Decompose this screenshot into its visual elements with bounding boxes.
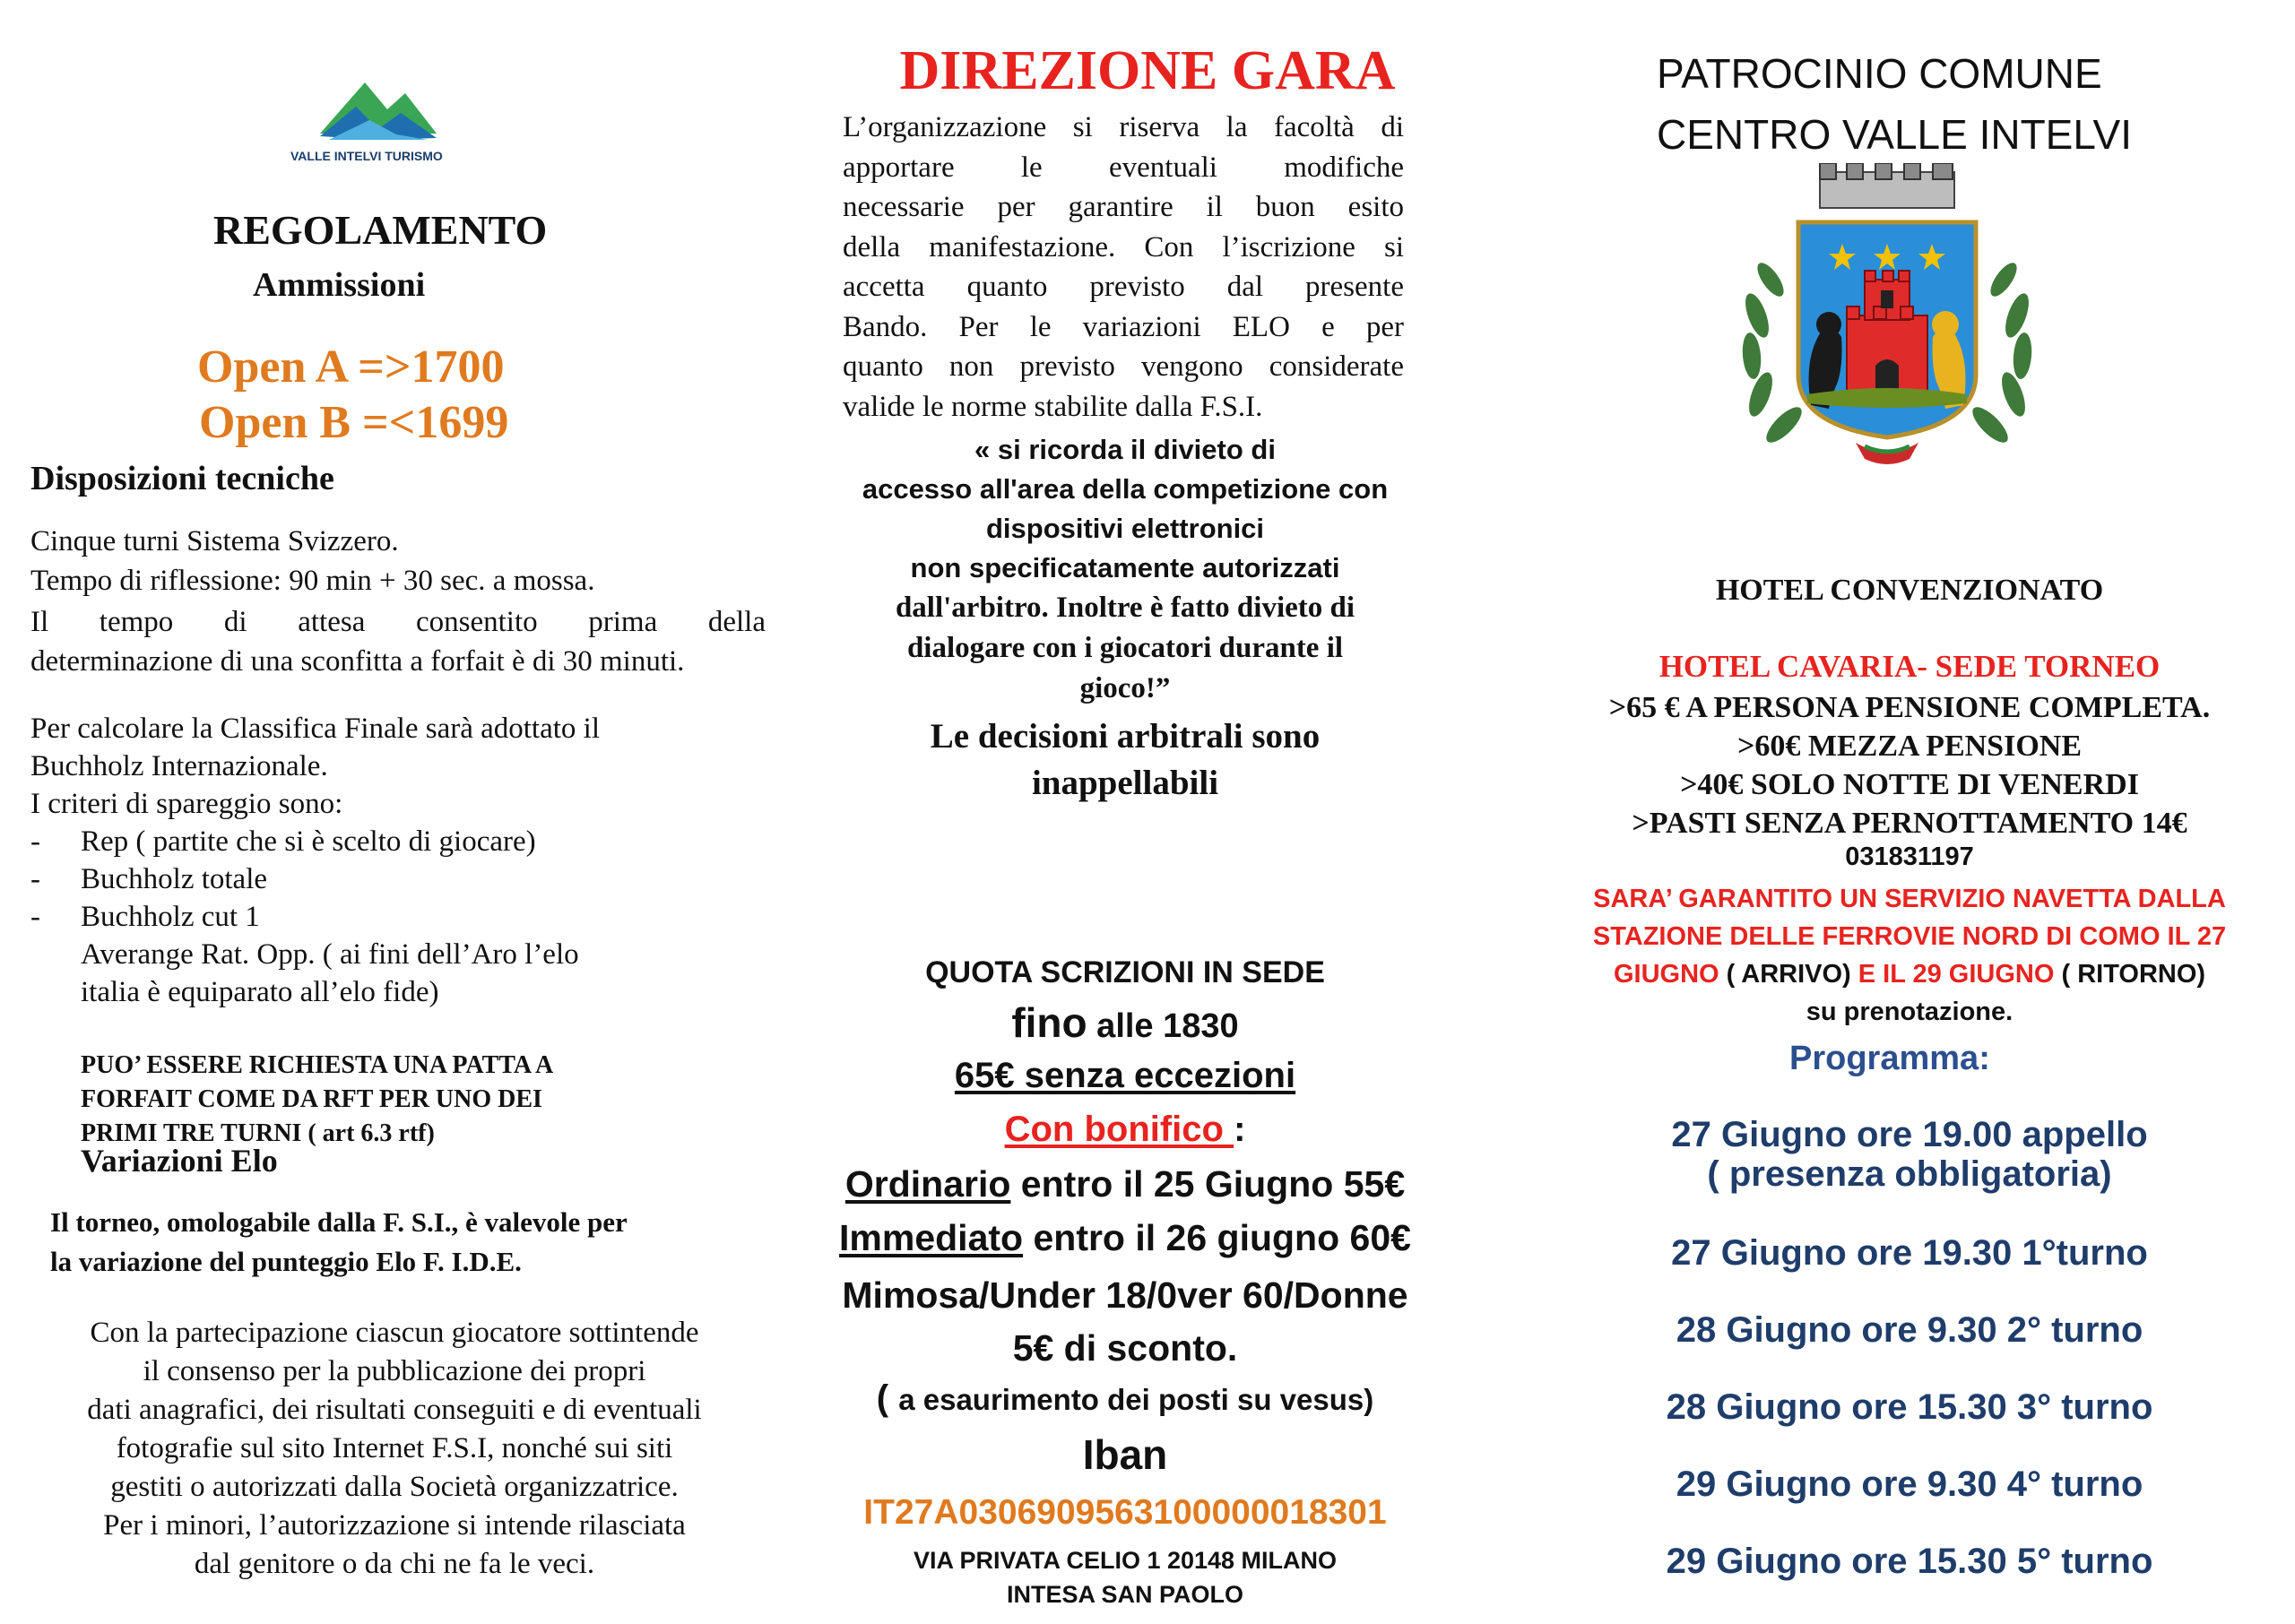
price-line: 65€ senza eccezioni — [954, 1056, 1296, 1095]
privacy-line: fotografie sul sito Internet F.S.I, nonché sui siti — [116, 1432, 673, 1464]
ammissioni-subtitle: Ammissioni — [253, 266, 426, 304]
privacy-line: Con la partecipazione ciascun giocatore sottintende — [90, 1317, 699, 1349]
programma-item-5: 29 Giugno ore 9.30 4° turno — [1676, 1464, 2143, 1504]
disposizioni-line: Tempo di riflessione: 90 min + 30 sec. a mossa. — [30, 565, 595, 597]
ordinario-line: Ordinario entro il 25 Giugno 55€ — [844, 1163, 1406, 1205]
averange-line: italia è equiparato all’elo fide) — [81, 976, 439, 1008]
patta-line: PUO’ ESSERE RICHIESTA UNA PATTA A — [81, 1051, 554, 1079]
coat-of-arms-image — [1721, 163, 2053, 471]
paragraph-line: valide le norme stabilite dalla F.S.I. — [843, 390, 1263, 423]
open-b-label: Open B =<1699 — [199, 397, 509, 448]
fino-line: fino alle 1830 — [1011, 999, 1239, 1046]
sconto-line: Mimosa/Under 18/0ver 60/Donne — [842, 1274, 1408, 1316]
hotel-convenzionato-title: HOTEL CONVENZIONATO — [1715, 574, 2104, 607]
divieto-line: dialogare con i giocatori durante il — [906, 632, 1344, 664]
patta-line: PRIMI TRE TURNI ( art 6.3 rtf) — [81, 1119, 435, 1147]
price-item: >65 € A PERSONA PENSIONE COMPLETA. — [1608, 691, 2211, 724]
classifica-line: Per calcolare la Classifica Finale sarà adottato il — [30, 713, 600, 745]
bonifico-line: Con bonifico : — [1004, 1110, 1246, 1149]
paragraph-line: accetta quanto previsto dal presente — [843, 271, 1404, 303]
regolamento-title: REGOLAMENTO — [213, 207, 548, 253]
privacy-line: il consenso per la pubblicazione dei propri — [143, 1355, 646, 1387]
privacy-line: Per i minori, l’autorizzazione si intende rilasciata — [103, 1509, 686, 1542]
decisioni-arbitrali — [789, 713, 1461, 807]
decisioni-line: inappellabili — [1031, 764, 1219, 802]
classifica-line: Buchholz Internazionale. — [30, 750, 328, 782]
price-item: >40€ SOLO NOTTE DI VENERDI — [1680, 768, 2139, 801]
list-item: - Buchholz totale — [30, 863, 268, 895]
price-item: >PASTI SENZA PERNOTTAMENTO 14€ — [1632, 807, 2187, 840]
criteri-list — [30, 823, 600, 936]
patrocinio-header — [1657, 43, 2132, 165]
patrocinio-line: PATROCINIO COMUNE — [1657, 50, 2102, 97]
divieto-line: dall'arbitro. Inoltre è fatto divieto di — [895, 592, 1355, 624]
valle-intelvi-logo — [280, 66, 468, 174]
navetta-line: GIUGNO ( ARRIVO) E IL 29 GIUGNO ( RITORNO) — [1613, 960, 2206, 989]
averange-line: Averange Rat. Opp. ( ai fini dell’Aro l’elo — [81, 938, 579, 971]
open-a-label: Open A =>1700 — [197, 341, 505, 393]
navetta-line: STAZIONE DELLE FERROVIE NORD DI COMO IL 27 — [1592, 922, 2227, 951]
bank-address: VIA PRIVATA CELIO 1 20148 MILANO — [913, 1547, 1338, 1574]
iban-code: IT27A0306909563100000018301 — [863, 1493, 1387, 1532]
immediato-line: Immediato entro il 26 giugno 60€ — [839, 1217, 1411, 1258]
decisioni-line: Le decisioni arbitrali sono — [930, 717, 1321, 756]
programma-title: Programma: — [1789, 1040, 1990, 1077]
svg-text:VALLE INTELVI TURISMO: VALLE INTELVI TURISMO — [290, 149, 443, 163]
disposizioni-line: Cinque turni Sistema Svizzero. — [30, 525, 399, 557]
divieto-notice-continued — [789, 588, 1461, 709]
bank-name: INTESA SAN PAOLO — [1006, 1581, 1243, 1608]
programma-item-4: 28 Giugno ore 15.30 3° turno — [1666, 1387, 2153, 1427]
sconto-line: 5€ di sconto. — [1012, 1327, 1238, 1369]
privacy-line: dati anagrafici, dei risultati conseguiti e di eventuali — [87, 1394, 702, 1426]
patta-note — [81, 1049, 553, 1151]
divieto-line: « si ricorda il divieto di — [974, 434, 1276, 465]
privacy-text — [27, 1314, 762, 1584]
programma-item-1 — [1560, 1115, 2259, 1194]
patrocinio-line: CENTRO VALLE INTELVI — [1657, 111, 2132, 158]
navetta-notice — [1542, 880, 2277, 1031]
navetta-line: su prenotazione. — [1806, 998, 2014, 1026]
divieto-line: dispositivi elettronici — [985, 513, 1265, 544]
quota-title: QUOTA SCRIZIONI IN SEDE — [925, 955, 1325, 989]
hotel-name: HOTEL CAVARIA- SEDE TORNEO — [1658, 649, 2161, 684]
torneo-line: la variazione del punteggio Elo F. I.D.E. — [50, 1246, 522, 1277]
classifica-text — [30, 710, 600, 1011]
paragraph-line: della manifestazione. Con l’iscrizione si — [843, 230, 1404, 263]
programma-item-2: 27 Giugno ore 19.30 1°turno — [1671, 1233, 2148, 1273]
sconto-text — [771, 1269, 1479, 1375]
programma-line: 27 Giugno ore 19.00 appello — [1671, 1115, 2148, 1154]
price-item: >60€ MEZZA PENSIONE — [1737, 730, 2082, 763]
patta-line: FORFAIT COME DA RFT PER UNO DEI — [81, 1085, 542, 1113]
divieto-line: gioco!” — [1079, 672, 1171, 704]
hotel-phone: 031831197 — [1845, 842, 1974, 871]
paragraph-line: apportare le eventuali modifiche — [843, 151, 1404, 184]
privacy-line: gestiti o autorizzati dalla Società organizzatrice. — [110, 1471, 679, 1503]
paragraph-line: quanto non previsto vengono considerate — [843, 350, 1404, 383]
iban-label: Iban — [1082, 1431, 1168, 1478]
paragraph-line: L’organizzazione si riserva la facoltà di — [843, 111, 1404, 143]
programma-line: ( presenza obbligatoria) — [1707, 1154, 2112, 1194]
attesa-line: determinazione di una sconfitta a forfait è di 30 minuti. — [30, 645, 685, 678]
list-item: - Buchholz cut 1 — [30, 901, 260, 933]
disposizioni-title: Disposizioni tecniche — [30, 460, 334, 497]
paragraph-line: necessarie per garantire il buon esito — [843, 191, 1404, 223]
torneo-line: Il torneo, omologabile dalla F. S.I., è valevole per — [50, 1206, 628, 1238]
programma-item-6: 29 Giugno ore 15.30 5° turno — [1666, 1542, 2153, 1581]
esaurimento-line: ( a esaurimento dei posti su vesus) — [876, 1378, 1374, 1418]
attesa-line: Il tempo di attesa consentito prima della — [30, 606, 766, 638]
variazioni-elo-title: Variazioni Elo — [81, 1143, 278, 1179]
programma-item-3: 28 Giugno ore 9.30 2° turno — [1676, 1310, 2143, 1350]
direzione-gara-title: DIREZIONE GARA — [899, 40, 1396, 101]
privacy-line: dal genitore o da chi ne fa le veci. — [194, 1548, 595, 1580]
direzione-paragraph — [843, 108, 1404, 427]
paragraph-line: Bando. Per le variazioni ELO e per — [843, 310, 1404, 343]
divieto-notice — [789, 430, 1461, 588]
divieto-line: accesso all'area della competizione con — [862, 473, 1389, 505]
torneo-omologabile — [50, 1203, 628, 1282]
classifica-line: I criteri di spareggio sono: — [30, 788, 343, 820]
hotel-prices — [1524, 688, 2295, 842]
divieto-line: non specificatamente autorizzati — [910, 552, 1340, 583]
disposizioni-text — [30, 522, 766, 681]
list-item: - Rep ( partite che si è scelto di giocare) — [30, 825, 536, 858]
navetta-line: SARA’ GARANTITO UN SERVIZIO NAVETTA DALLA — [1593, 885, 2226, 913]
